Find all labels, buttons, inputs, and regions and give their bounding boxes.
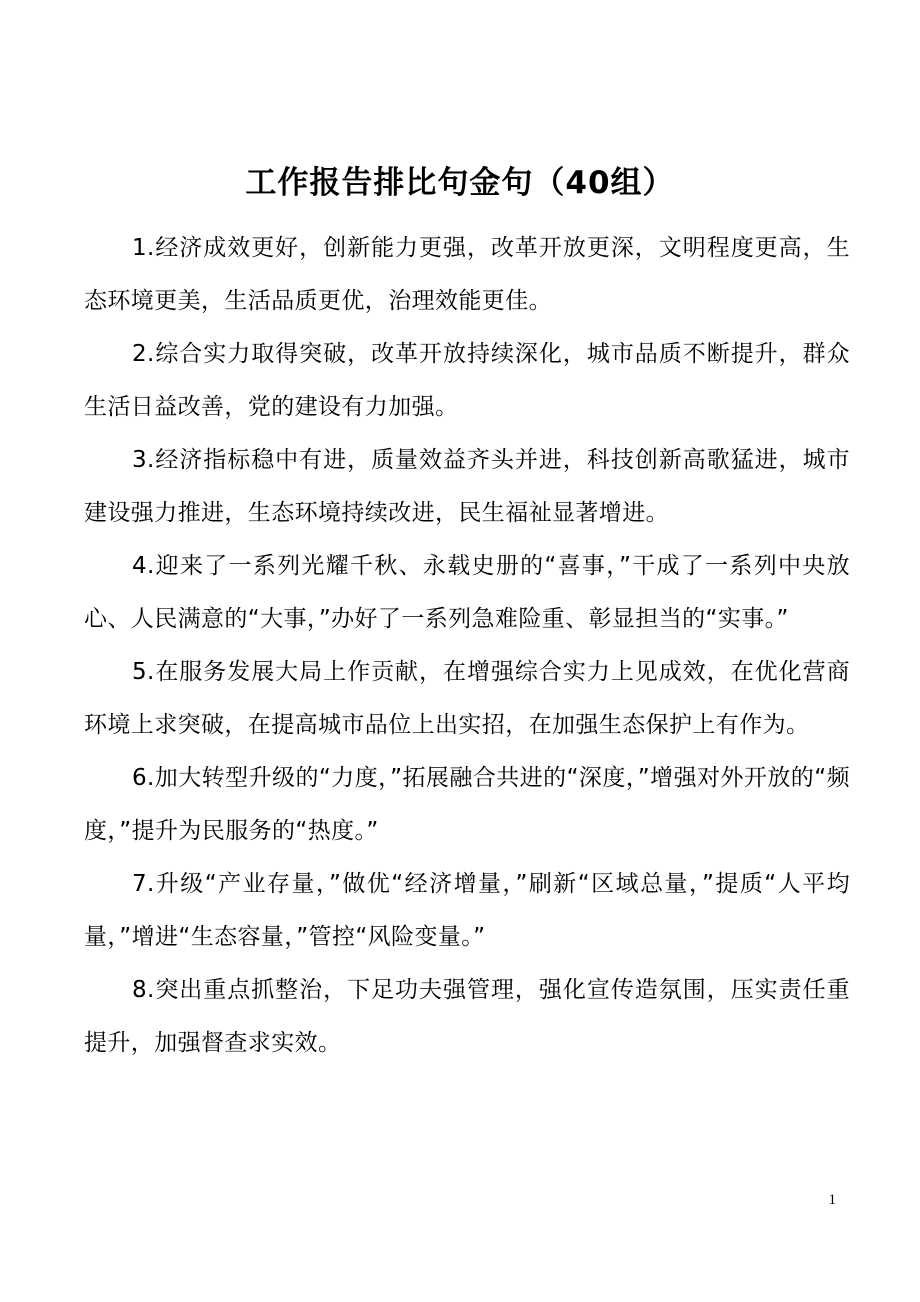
document-title: 工作报告排比句金句（40组）	[245, 164, 675, 201]
paragraph-3: 3.经济指标稳中有进，质量效益齐头并进，科技创新高歌猛进，城市建设强力推进，生态环境持续改进，民生福祉显著增进。	[84, 447, 850, 526]
paragraph-5: 5.在服务发展大局上作贡献，在增强综合实力上见成效，在优化营商环境上求突破，在提高城市品位上出实招，在加强生态保护上有作为。	[84, 659, 850, 738]
paragraph-6: 6.加大转型升级的“力度，”拓展融合共进的“深度，”增强对外开放的“频度，”提升为民服务的“热度。”	[84, 765, 850, 844]
document-body	[84, 222, 850, 1070]
paragraph-4: 4.迎来了一系列光耀千秋、永载史册的“喜事，”干成了一系列中央放心、人民满意的“大事，”办好了一系列急难险重、彰显担当的“实事。”	[84, 553, 850, 632]
paragraph-1: 1.经济成效更好，创新能力更强，改革开放更深，文明程度更高，生态环境更美，生活品质更优，治理效能更佳。	[84, 235, 850, 314]
paragraph-8: 8.突出重点抓整治，下足功夫强管理，强化宣传造氛围，压实责任重提升，加强督查求实效。	[84, 977, 850, 1056]
page-number: 1	[828, 1192, 836, 1208]
paragraph-2: 2.综合实力取得突破，改革开放持续深化，城市品质不断提升，群众生活日益改善，党的建设有力加强。	[84, 341, 850, 420]
paragraph-7: 7.升级“产业存量，”做优“经济增量，”刷新“区域总量，”提质“人平均量，”增进“生态容量，”管控“风险变量。”	[84, 871, 850, 950]
